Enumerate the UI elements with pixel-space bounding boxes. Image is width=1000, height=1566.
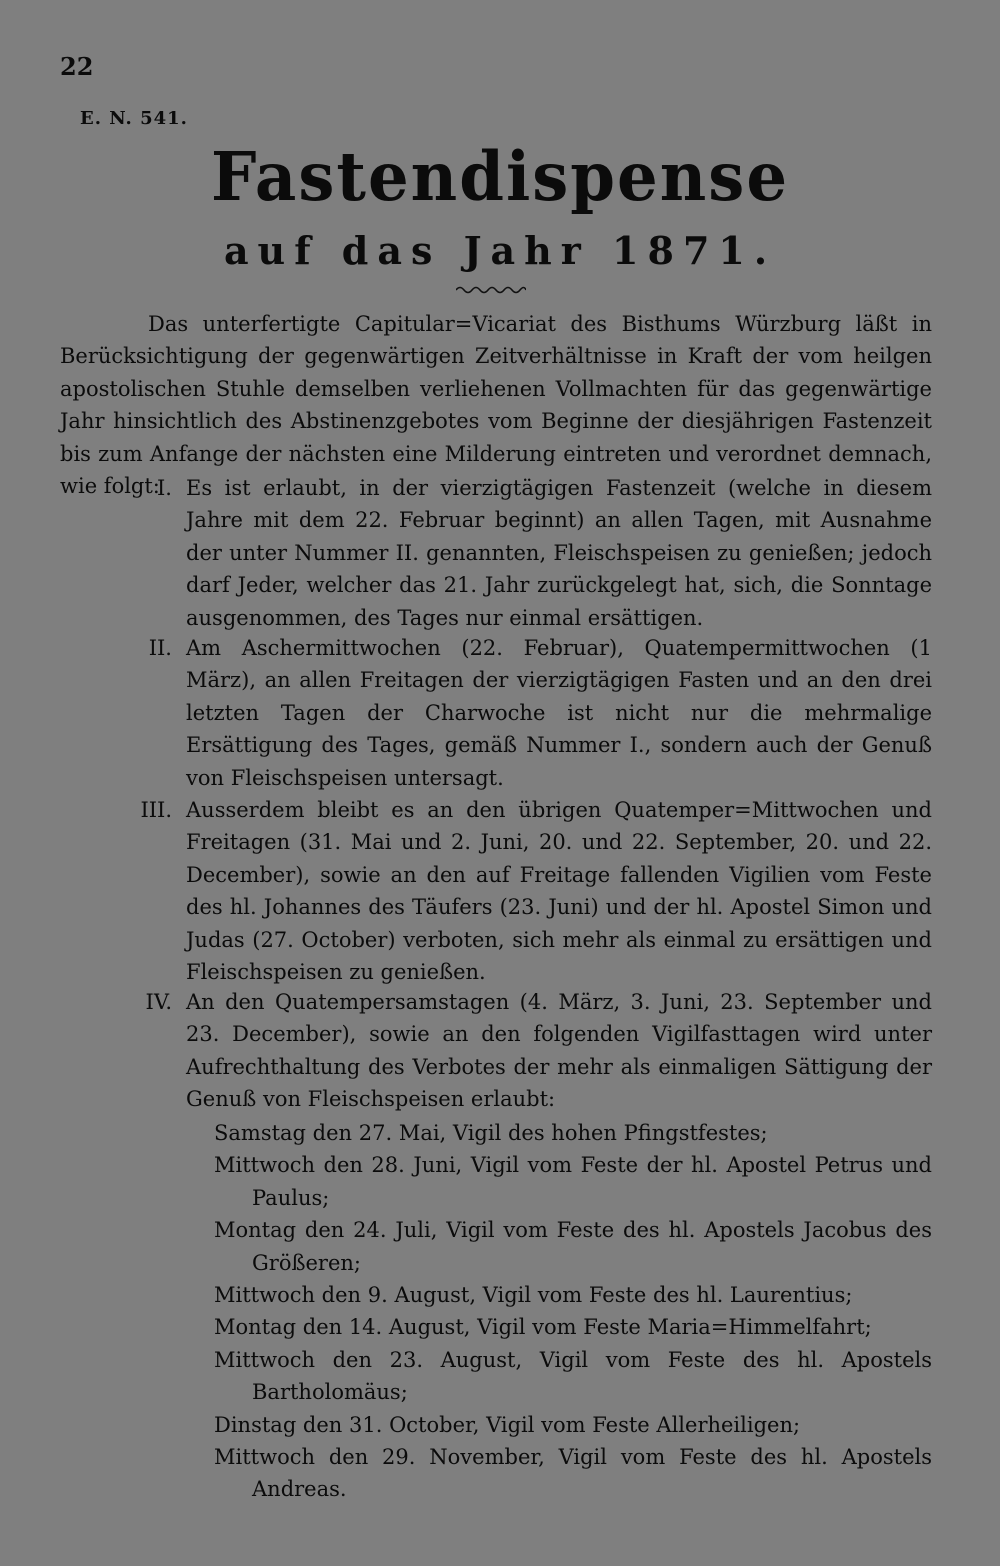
list-item: Mittwoch den 29. November, Vigil vom Feste des hl. Apostels Andreas. <box>214 1445 932 1502</box>
wavy-divider <box>456 284 526 296</box>
list-item: Dinstag den 31. October, Vigil vom Feste Allerheiligen; <box>214 1412 801 1437</box>
section-text: Es ist erlaubt, in der vierzigtägigen Fastenzeit (welche in diesem Jahre mit dem 22. Februar beginnt) an allen Tagen, mit Ausnahme der unter Nummer II. genannten, Fleischspeisen zu genießen; jedoch darf Jeder, welcher das 21. Jahr zurückgelegt hat, sich, die Sonntage ausgenommen, des Tages nur einmal ersättigen. <box>186 476 932 630</box>
section-4 <box>145 986 932 1116</box>
section-3 <box>140 794 932 988</box>
section-number: IV. <box>145 990 172 1014</box>
list-item: Mittwoch den 28. Juni, Vigil vom Feste der hl. Apostel Petrus und Paulus; <box>214 1153 932 1210</box>
list-item: Montag den 24. Juli, Vigil vom Feste des hl. Apostels Jacobus des Größeren; <box>214 1218 932 1275</box>
document-subtitle: auf das Jahr 1871. <box>223 228 777 273</box>
section-text: Am Aschermittwochen (22. Februar), Quatempermittwochen (1 März), an allen Freitagen der vierzigtägigen Fasten und an den drei letzten Tagen der Charwoche ist nicht nur die mehrmalige Ersättigung des Tages, gemäß Nummer I., sondern auch der Genuß von Fleischspeisen untersagt. <box>186 636 932 790</box>
reference-code: E. N. 541. <box>80 108 188 129</box>
section-2 <box>148 632 932 794</box>
list-item: Mittwoch den 23. August, Vigil vom Feste des hl. Apostels Bartholomäus; <box>214 1347 932 1405</box>
section-number: III. <box>140 798 172 822</box>
list-item: Montag den 14. August, Vigil vom Feste Maria=Himmelfahrt; <box>214 1315 872 1340</box>
list-item: Mittwoch den 9. August, Vigil vom Feste des hl. Laurentius; <box>214 1283 853 1308</box>
section-text: Ausserdem bleibt es an den übrigen Quatemper=Mittwochen und Freitagen (31. Mai und 2. Juni, 20. und 22. September, 20. und 22. December), sowie an den auf Freitage fallenden Vigilien vom Feste des hl. Johannes des Täufers (23. Juni) und der hl. Apostel Simon und Judas (27. October) verboten, sich mehr als einmal zu ersättigen und Fleischspeisen zu genießen. <box>186 798 932 985</box>
section-text: An den Quatempersamstagen (4. März, 3. Juni, 23. September und 23. December), sowie an den folgenden Vigilfasttagen wird unter Aufrechthaltung des Verbotes der mehr als einmaligen Sättigung der Genuß von Fleischspeisen erlaubt: <box>186 990 932 1112</box>
section-1 <box>157 472 932 634</box>
vigil-day-list <box>214 1117 932 1506</box>
section-number: II. <box>148 636 172 660</box>
section-number: I. <box>157 476 172 500</box>
document-title: Fastendispense <box>210 138 790 217</box>
intro-paragraph: Das unterfertigte Capitular=Vicariat des Bisthums Würzburg läßt in Berücksichtigung der gegenwärtigen Zeitverhältnisse in Kraft der vom heilgen apostolischen Stuhle demselben verliehenen Vollmachten für das gegenwärtige Jahr hinsichtlich des Abstinenzgebotes vom Beginne der diesjährigen Fastenzeit bis zum Anfange der nächsten eine Milderung eintreten und verordnet demnach, wie folgt: <box>60 312 932 499</box>
list-item: Samstag den 27. Mai, Vigil des hohen Pfingstfestes; <box>214 1121 768 1145</box>
page-number: 22 <box>60 52 94 81</box>
